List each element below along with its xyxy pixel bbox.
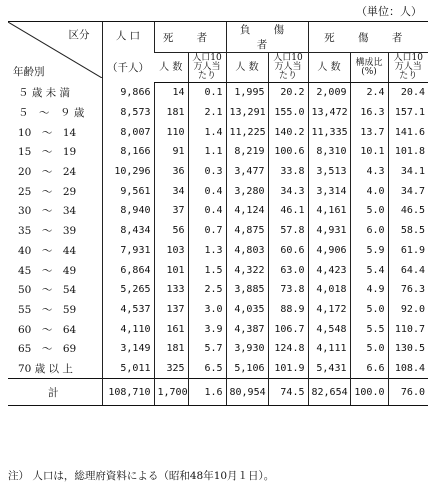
cell-i-r: 33.8 [268,162,308,182]
cell-i-n: 1,995 [226,83,268,103]
cell-c-r: 58.5 [388,221,428,241]
cell-d-r: 0.1 [188,83,226,103]
cell-c-pct: 6.6 [350,359,388,379]
cell-i-n: 8,219 [226,142,268,162]
cell-i-r: 124.8 [268,339,308,359]
table-row [8,103,428,123]
cell-i-n: 4,803 [226,241,268,261]
cell-d-r: 5.7 [188,339,226,359]
casualties-share-header: 構成比(%) [350,53,388,83]
cell-age: 25 ～ 29 [18,185,77,198]
cell-i-n: 4,322 [226,260,268,280]
cell-c-n: 3,314 [308,181,350,201]
total-cell-d-n: 1,700 [154,379,188,406]
table-row [8,181,428,201]
cell-c-n: 3,513 [308,162,350,182]
cell-pop: 9,561 [102,181,154,201]
total-cell-c-r: 76.0 [388,379,428,406]
cell-c-n: 4,161 [308,201,350,221]
table-row [8,162,428,182]
cell-i-n: 3,885 [226,280,268,300]
cell-c-n: 2,009 [308,83,350,103]
cell-d-n: 325 [154,359,188,379]
cell-c-pct: 16.3 [350,103,388,123]
cell-i-r: 20.2 [268,83,308,103]
table-row [8,260,428,280]
cell-i-r: 106.7 [268,319,308,339]
cell-age: 60 ～ 64 [18,323,77,336]
footnote: 注） 人口は，総理府資料による（昭和48年10月１日）。 [8,470,275,482]
kubun-label: 区分 [68,29,90,41]
cell-c-n: 13,472 [308,103,350,123]
cell-age: 40 ～ 44 [18,244,77,257]
cell-c-r: 34.7 [388,181,428,201]
cell-i-n: 3,930 [226,339,268,359]
deaths-header: 死 者 [154,22,226,53]
cell-c-r: 46.5 [388,201,428,221]
cell-d-n: 181 [154,339,188,359]
cell-age: 65 ～ 69 [18,343,77,356]
cell-d-r: 1.5 [188,260,226,280]
cell-pop: 8,166 [102,142,154,162]
cell-pop: 5,011 [102,359,154,379]
cell-pop: 10,296 [102,162,154,182]
cell-i-n: 4,387 [226,319,268,339]
cell-d-r: 2.1 [188,103,226,123]
cell-pop: 5,265 [102,280,154,300]
table-row [8,83,428,103]
cell-c-pct: 6.0 [350,221,388,241]
cell-c-r: 34.1 [388,162,428,182]
cell-d-n: 101 [154,260,188,280]
cell-c-n: 5,431 [308,359,350,379]
cell-i-r: 140.2 [268,122,308,142]
cell-c-n: 4,906 [308,241,350,261]
table-body [8,83,428,406]
cell-d-n: 133 [154,280,188,300]
cell-d-r: 6.5 [188,359,226,379]
cell-c-pct: 4.9 [350,280,388,300]
cell-i-n: 3,477 [226,162,268,182]
total-cell-c-n: 82,654 [308,379,350,406]
cell-i-n: 3,280 [226,181,268,201]
cell-c-pct: 2.4 [350,83,388,103]
cell-d-n: 14 [154,83,188,103]
cell-d-n: 103 [154,241,188,261]
cell-i-n: 11,225 [226,122,268,142]
cell-c-pct: 5.4 [350,260,388,280]
cell-c-pct: 5.5 [350,319,388,339]
cell-c-pct: 5.9 [350,241,388,261]
deaths-rate-header: 人口10万人当たり [188,53,226,83]
cell-age: 70 歳 以 上 [18,362,73,375]
cell-age: 45 ～ 49 [18,264,77,277]
cell-age: 15 ～ 19 [18,146,77,159]
cell-c-pct: 5.0 [350,300,388,320]
population-header: 人 口 （千人） [102,22,154,83]
cell-i-n: 4,875 [226,221,268,241]
casualties-count-header: 人 数 [308,53,350,83]
cell-c-r: 64.4 [388,260,428,280]
cell-c-n: 4,111 [308,339,350,359]
cell-i-n: 4,124 [226,201,268,221]
cell-d-r: 3.0 [188,300,226,320]
cell-i-r: 100.6 [268,142,308,162]
total-row [8,379,428,406]
cell-i-n: 5,106 [226,359,268,379]
cell-c-r: 141.6 [388,122,428,142]
cell-d-n: 36 [154,162,188,182]
cell-c-r: 110.7 [388,319,428,339]
injured-count-header: 人 数 [226,53,268,83]
table-row [8,241,428,261]
cell-age: 50 ～ 54 [18,284,77,297]
cell-c-r: 76.3 [388,280,428,300]
cell-age: 30 ～ 34 [18,205,77,218]
cell-i-r: 88.9 [268,300,308,320]
cell-d-n: 56 [154,221,188,241]
cell-c-n: 4,548 [308,319,350,339]
cell-c-pct: 4.3 [350,162,388,182]
cell-age: 10 ～ 14 [18,126,77,139]
total-cell-d-r: 1.6 [188,379,226,406]
cell-c-r: 61.9 [388,241,428,261]
cell-c-pct: 13.7 [350,122,388,142]
cell-i-r: 155.0 [268,103,308,123]
traffic-casualties-table [8,21,428,406]
table-row [8,359,428,379]
cell-age: ５ ～ ９ 歳 [18,107,85,120]
cell-pop: 8,573 [102,103,154,123]
table-row [8,201,428,221]
cell-age: ５ 歳 未 満 [18,87,71,100]
cell-c-n: 8,310 [308,142,350,162]
table-row [8,122,428,142]
cell-d-r: 1.1 [188,142,226,162]
kubun-header-cell [8,22,102,83]
cell-d-r: 0.3 [188,162,226,182]
cell-i-r: 101.9 [268,359,308,379]
cell-i-r: 73.8 [268,280,308,300]
cell-c-n: 4,931 [308,221,350,241]
table-row [8,300,428,320]
cell-age: 35 ～ 39 [18,225,77,238]
cell-c-pct: 5.0 [350,201,388,221]
cell-pop: 8,940 [102,201,154,221]
table-row [8,339,428,359]
cell-d-r: 1.4 [188,122,226,142]
cell-c-n: 4,423 [308,260,350,280]
cell-c-r: 101.8 [388,142,428,162]
cell-i-r: 60.6 [268,241,308,261]
cell-c-r: 92.0 [388,300,428,320]
cell-d-r: 0.4 [188,181,226,201]
cell-d-n: 91 [154,142,188,162]
cell-c-r: 20.4 [388,83,428,103]
cell-i-n: 13,291 [226,103,268,123]
cell-d-r: 2.5 [188,280,226,300]
cell-pop: 7,931 [102,241,154,261]
cell-d-r: 1.3 [188,241,226,261]
table-row [8,142,428,162]
unit-label: （単位：人） [356,5,422,18]
cell-i-n: 4,035 [226,300,268,320]
total-cell-pop: 108,710 [102,379,154,406]
total-cell-i-n: 80,954 [226,379,268,406]
cell-c-pct: 10.1 [350,142,388,162]
total-cell-c-pct: 100.0 [350,379,388,406]
table-row [8,280,428,300]
cell-c-n: 11,335 [308,122,350,142]
cell-pop: 9,866 [102,83,154,103]
cell-pop: 8,007 [102,122,154,142]
cell-c-n: 4,018 [308,280,350,300]
cell-d-r: 0.7 [188,221,226,241]
cell-pop: 8,434 [102,221,154,241]
cell-d-n: 181 [154,103,188,123]
cell-d-r: 0.4 [188,201,226,221]
table-row [8,319,428,339]
cell-d-n: 137 [154,300,188,320]
cell-c-r: 157.1 [388,103,428,123]
injured-header: 負 傷 者 [226,22,308,53]
cell-i-r: 57.8 [268,221,308,241]
cell-age: 55 ～ 59 [18,303,77,316]
cell-i-r: 46.1 [268,201,308,221]
deaths-count-header: 人 数 [154,53,188,83]
total-cell-i-r: 74.5 [268,379,308,406]
age-group-label: 年齢別 [13,65,45,78]
cell-c-r: 130.5 [388,339,428,359]
cell-pop: 6,864 [102,260,154,280]
cell-c-r: 108.4 [388,359,428,379]
cell-d-n: 34 [154,181,188,201]
cell-pop: 4,110 [102,319,154,339]
cell-d-n: 37 [154,201,188,221]
cell-d-n: 161 [154,319,188,339]
cell-i-r: 34.3 [268,181,308,201]
cell-i-r: 63.0 [268,260,308,280]
table-row [8,221,428,241]
casualties-header: 死 傷 者 [308,22,428,53]
total-cell-age: 計 [8,379,102,406]
cell-d-n: 110 [154,122,188,142]
cell-pop: 3,149 [102,339,154,359]
cell-age: 20 ～ 24 [18,166,77,179]
cell-pop: 4,537 [102,300,154,320]
cell-c-pct: 4.0 [350,181,388,201]
cell-d-r: 3.9 [188,319,226,339]
casualties-rate-header: 人口10万人当たり [388,53,428,83]
cell-c-pct: 5.0 [350,339,388,359]
injured-rate-header: 人口10万人当たり [268,53,308,83]
cell-c-n: 4,172 [308,300,350,320]
